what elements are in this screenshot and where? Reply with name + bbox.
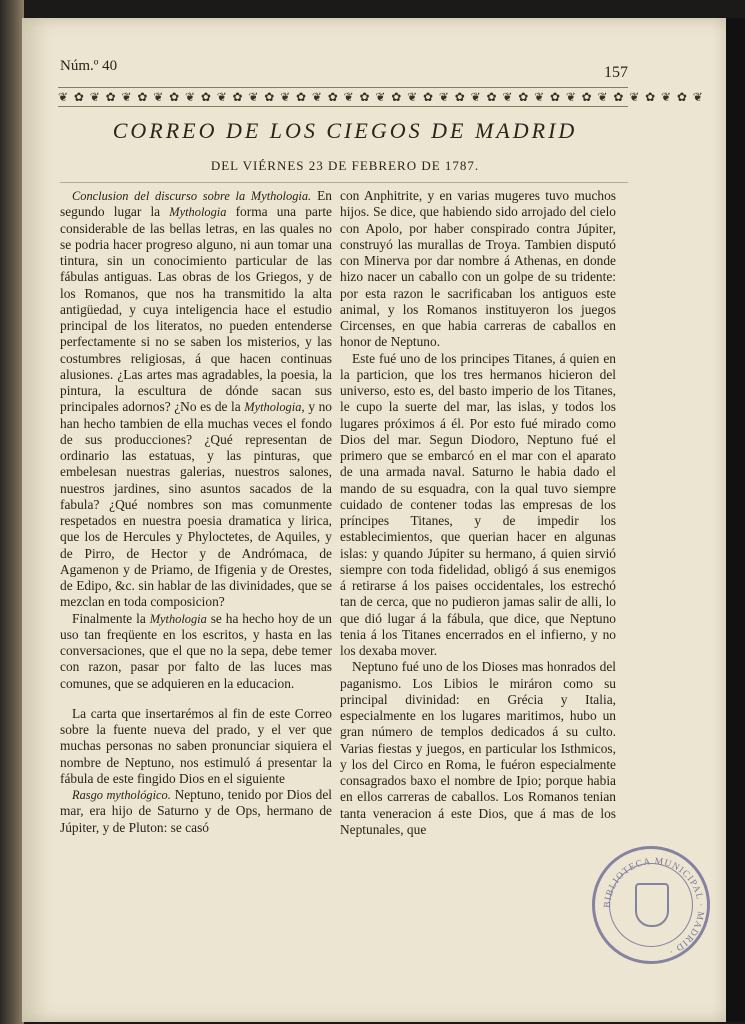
right-column bbox=[340, 188, 616, 838]
section-heading: Rasgo mythológico. bbox=[72, 788, 171, 802]
svg-text:BIBLIOTECA MUNICIPAL · MADRID bbox=[603, 857, 705, 957]
left-column bbox=[60, 188, 332, 836]
paragraph: La carta que insertarémos al fin de este Correo sobre la fuente nueva del prado, y el ver que muchas personas no saben pronunciar siquiera el nombre de Neptuno, nos estimuló á presentar la fábula de este fingido Dios en el siguiente bbox=[60, 705, 332, 786]
paragraph: Neptuno fué uno de los Dioses mas honrados del paganismo. Los Libios le miráron como su principal divinidad: en Grécia y Italia, especialmente en los lugares maritimos, hubo un gran número de templos dedicados á su culto. Varias fiestas y juegos, en particular los Isthmicos, y los del Circo en Roma, le fuéron especialmente consagrados baxo el nombre de Ipio; porque habia en ellos carreras de caballos. Los Romanos tenian tanta veneracion á este Dios, que á mas de los Neptunales, que bbox=[340, 659, 616, 837]
paragraph: con Anphitrite, y en varias mugeres tuvo muchos hijos. Se dice, que habiendo sido arrojado del cielo con Apolo, por haber conspirado contra Júpiter, construyó las murallas de Troya. Tambien disputó con Minerva por dar nombre á Athenas, en donde hizo nacer un caballo con un golpe de su tridente: por esta razon le sacrificaban los antiguos este animal, y los Romanos instituyeron los juegos Circenses, en que habia carreras de caballos en honor de Neptuno. bbox=[340, 188, 616, 350]
header-rule bbox=[60, 182, 628, 183]
stamp-text: BIBLIOTECA MUNICIPAL · MADRID · bbox=[602, 856, 706, 957]
issue-number: Núm.º 40 bbox=[60, 58, 118, 74]
paragraph: Finalmente la Mythologia se ha hecho hoy de un uso tan freqüente en los escritos, y hasta en las conversaciones, que el que no la sepa, debe temer con razon, pasar por falto de las luces mas comunes, que se adquieren en la educacion. bbox=[60, 610, 333, 691]
masthead-title: CORREO DE LOS CIEGOS DE MADRID bbox=[112, 118, 578, 143]
dateline: DEL VIÉRNES 23 DE FEBRERO DE 1787. bbox=[210, 158, 480, 173]
paragraph: Conclusion del discurso sobre la Mythologia. En segundo lugar la Mythologia forma una parte considerable de las bellas letras, en las quales no se podria hacer progreso alguno, ni aun tomar una tintura, sin un conocimiento particular de las fábulas antiguas. Las obras de los Griegos, y de los Romanos, que nos ha transmitido la alta antigüedad, y cuya inteligencia hace el estudio principal de los literatos, no pueden entenderse perfectamente si no se saben los misterios, y las costumbres religiosas, á que hacen continuas alusiones. ¿Las artes mas agradables, la poesia, la pintura, la escultura de dónde sacan sus principales adornos? ¿No es de la Mythologia, y no han hecho tambien de ella muchas veces el fondo de sus producciones? ¿Qué representan de ordinario las estatuas, y las pinturas, que embelesan nuestras galerias, nuestros salones, nuestros jardines, sino asuntos sacados de la fabula? ¿Qué nombres son mas comunmente respetados en nuestra poesia dramatica y lirica, que los de Hercules y Phyloctetes, de Aquiles, y de Pirro, de Hector y de Andrómaca, de Agamenon y de Priamo, de Ifigenia y de Orestes, de Edipo, &c. sin hablar de las divinidades, que se mezclan en toda composicion? bbox=[60, 188, 332, 610]
scan-right-edge bbox=[726, 18, 745, 1022]
stamp-text-ring bbox=[595, 849, 713, 967]
page-number: 157 bbox=[604, 64, 628, 81]
section-heading: Conclusion del discurso sobre la Mythologia. bbox=[72, 189, 312, 203]
library-stamp bbox=[592, 846, 710, 964]
scan-binding-shadow bbox=[0, 0, 24, 1024]
ornamental-border: ❦ ✿ ❦ ✿ ❦ ✿ ❦ ✿ ❦ ✿ ❦ ✿ ❦ ✿ ❦ ✿ ❦ ✿ ❦ ✿ ❦ ✿ ❦ ✿ ❦ ✿ ❦ ✿ ❦ ✿ ❦ ✿ ❦ ✿ ❦ ✿ ❦ ✿ ❦ ✿ ❦ bbox=[58, 87, 628, 107]
paragraph: Este fué uno de los principes Titanes, á quien en la particion, que los tres hermanos hicieron del universo, esto es, del basto imperio de los Titanes, le cupo la suerte del mar, las islas, y todos los lugares próximos á él. Por esto fué mirado como Dios del mar. Segun Diodoro, Neptuno fué el primero que se embarcó en el mar con el aparato de una armada naval. Saturno le habia dado el mando de su esquadra, con la qual tuvo siempre cuidado de contener todas las empresas de los príncipes Titanes, y de impedir los establecimientos, que querian hacer en algunas islas: y quando Júpiter su hermano, á quien sirvió siempre con toda fidelidad, obligó á sus enemigos á retirarse á los paises occidentales, los estrechó tan de cerca, que no pudieron jamas salir de alli, lo que dió lugar á la fábula, que dice, que Neptuno tenia á los Titanes encerrados en el infierno, y no los dexaba mover. bbox=[340, 350, 616, 658]
paragraph: Rasgo mythológico. Neptuno, tenido por Dios del mar, era hijo de Saturno y de Ops, hermano de Júpiter, y de Pluton: se casó bbox=[60, 787, 332, 835]
